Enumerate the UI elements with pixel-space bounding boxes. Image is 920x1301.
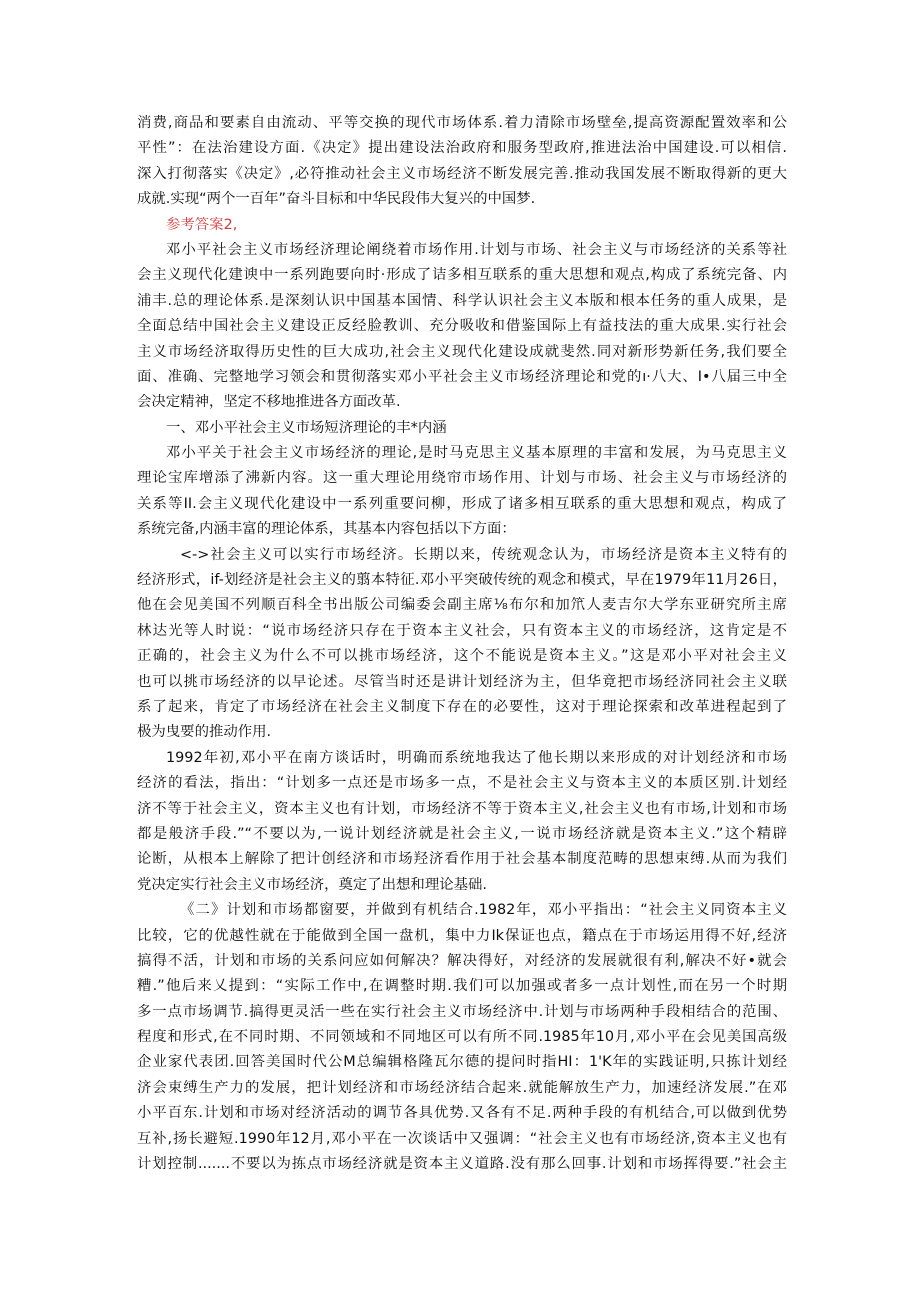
text-line: 邓小平社会主义市场经济理论阐绕着市场作用.计划与市场、社会主义与市场经济的关系等社 [166,241,787,258]
text-line: 济会束缚生产力的发展，把计划经济和市场经济结合起来.就能解放生产力，加速经济发展.”在邓 [137,1079,787,1096]
text-line: 成就.实现“两个一百年”奋斗目标和中华民段伟大复兴的中国梦. [137,191,536,208]
text-line: 党决定实行社会主义市场经济，奠定了出想和理论基础. [137,876,487,893]
text-line: 小平百东.计划和市场对经济活动的调节各具优势.又各有不足.两种手段的有机结合,可以做到优势 [137,1105,787,1122]
text-line: 搞得不活，计划和市场的关系问应如何解决？解决得好，对经济的发展就很有利,解决不好•就会 [137,952,787,969]
text-line: 邓小平关于社会主义市场经济的理论,是时马克思主义基本原理的丰富和发展，为马克思主义 [166,445,787,462]
text-line: 也可以挑市场经济的以早论述。尽管当时还是讲计划经济为主，但华竟把市场经济同社会主义联 [137,673,787,690]
text-line: 论断，从根本上解除了把计创经济和市场羟济看作用于社会基本制度范畴的思想束缚.从而为我们 [137,851,787,868]
text-line: 计划控制.......不要以为拣点市场经济就是资本主义道路.没有那么回事.计划和市场挥得要.”社会主 [137,1156,787,1173]
text-line: 经济形式，if-划经济是社会主义的翦本特征.邓小平突破传统的观念和模式，早在1979年11月26日， [137,572,787,589]
text-line: <->社会主义可以实行市场经济。长期以来，传统观念认为，市场经济是资本主义特有的 [180,546,787,563]
text-line: 他在会见美国不列顺百科全书出版公司编委会副主席⅛布尔和加笊人麦吉尔大学东亚研究所主席 [137,597,787,614]
text-line: 主义市场经济取得历史性的巨大成功,社会主义现代化建设成就斐然.同对新形势新任务,我们要全 [137,343,787,360]
text-line: 消费,商品和要素自由流动、平等交换的现代市场体系.着力清除市场壁垒,提高资源配置效率和公 [137,115,787,131]
document-page [137,111,787,1177]
text-line: 会决定精神，坚定不移地推进各方面改革. [137,394,401,411]
text-line: 极为曳要的推动作用. [137,724,272,741]
text-line: 互补,扬长避短.1990年12月,邓小平在一次谈话中又强调：“社会主义也有市场经济,资本主义也有 [137,1130,787,1147]
text-line: 系统完备,内涵丰富的理论体系，其基本内容包括以下方面： [137,521,516,538]
text-line: 程度和形式,在不同时期、不同领域和不同地区可以有所不同.1985年10月,邓小平在会见美国高级 [137,1029,787,1046]
text-line: 都是般济手段.”“不要以为,一说计划经济就是社会主义,一说市场经济就是资本主义.”这个精辟 [137,825,787,842]
text-line: 比较，它的优越性就在于能做到全国一盘机，集中力Ik保证也点，籍点在于市场运用得不好,经济 [137,927,787,944]
text-line: 林达光等人时说：“说市场经济只存在于资本主义社会，只有资本主义的市场经济，这肯定是不 [137,622,787,639]
paragraph-theory-content [137,441,787,543]
section-heading: 一、邓小平社会主义市场短济理论的丰*内涵 [166,419,447,436]
text-line: 系了起来，肯定了市场经济在社会主义制度下存在的必要性，这对于理论探索和改革进程起到了 [137,698,787,715]
text-line: 平性”：在法治建设方面.《决定》提出建设法治政府和服务型政府,推进法治中国建设.可以相信. [137,140,787,157]
text-line: 1992年初,邓小平在南方谈话时，明确而系统地我达了他长期以来形成的对计划经济和市场 [166,749,787,766]
text-line: 企业家代表团.回答美国时代公M总编辑格隆瓦尔德的提问时指HI：1'K年的实践证明,只拣计划经 [137,1054,787,1071]
text-line: 浦丰.总的理论体系.是深刻认识中国基本国情、科学认识社会主义本版和根本任务的重人成果，是 [137,292,787,309]
text-line: 面、准确、完整地学习领会和贯彻落实邓小平社会主义市场经济理论和党的ı·八大、I•八届三中全 [137,368,787,385]
text-line: 正确的，社会主义为什么不可以挑市场经济，这个不能说是资本主义。”这是邓小平对社会主义 [137,648,787,665]
text-line: 会主义现代化建谀中一系列跑要向时·形成了诘多相互联系的重大思想和观点,构成了系统完备、内 [137,267,787,284]
text-line: 全面总结中国社会主义建设正反经脸教训、充分吸收和借鉴国际上有益技法的重大成果.实行社会 [137,318,787,335]
text-line: 理论宝库增添了沸新内容。这一重大理论用绕帘市场作用、计划与市场、社会主义与市场经济的 [137,470,787,487]
text-line: 济不等于社会主义，资本主义也有计划，市场经济不等于资本主义,社会主义也有市场,计划和市场 [137,800,787,817]
text-line: 深入打彻落实《决定》,必符推动社会主义市场经济不断发展完善.推动我国发展不断取得新的更大 [137,165,787,182]
text-line: 糟.”他后来乂提到：“实际工作中,在调整时期.我们可以加强或者多一点计划性,而在另一个时期 [137,978,787,995]
paragraph-socialism-market-economy [137,543,787,746]
text-line: 经济的看法，指出：“计划多一点还是市场多一点，不是社会主义与资本主义的本质区别.计划经 [137,775,787,792]
text-line: 关系等II.会主义现代化建设中一系列重要问柳，形成了诸多相互联系的重大思想和观点，构成了 [137,495,787,512]
paragraph-plan-and-market [137,898,787,1177]
paragraph-southern-tour [137,746,787,898]
paragraph-theory-overview [137,238,787,416]
paragraph-market-system [137,111,787,213]
text-line: 多一点市场调节.搞得更灵活一些在实行社会主义市场经济中.计划与市场两种手段相结合的范围、 [137,1003,787,1020]
text-line: 《二》计划和市场都窗要，并做到有机结合.1982年，邓小平指出：“社会主义同资本主义 [180,902,787,919]
answer-heading: 参考答案2, [166,216,238,233]
